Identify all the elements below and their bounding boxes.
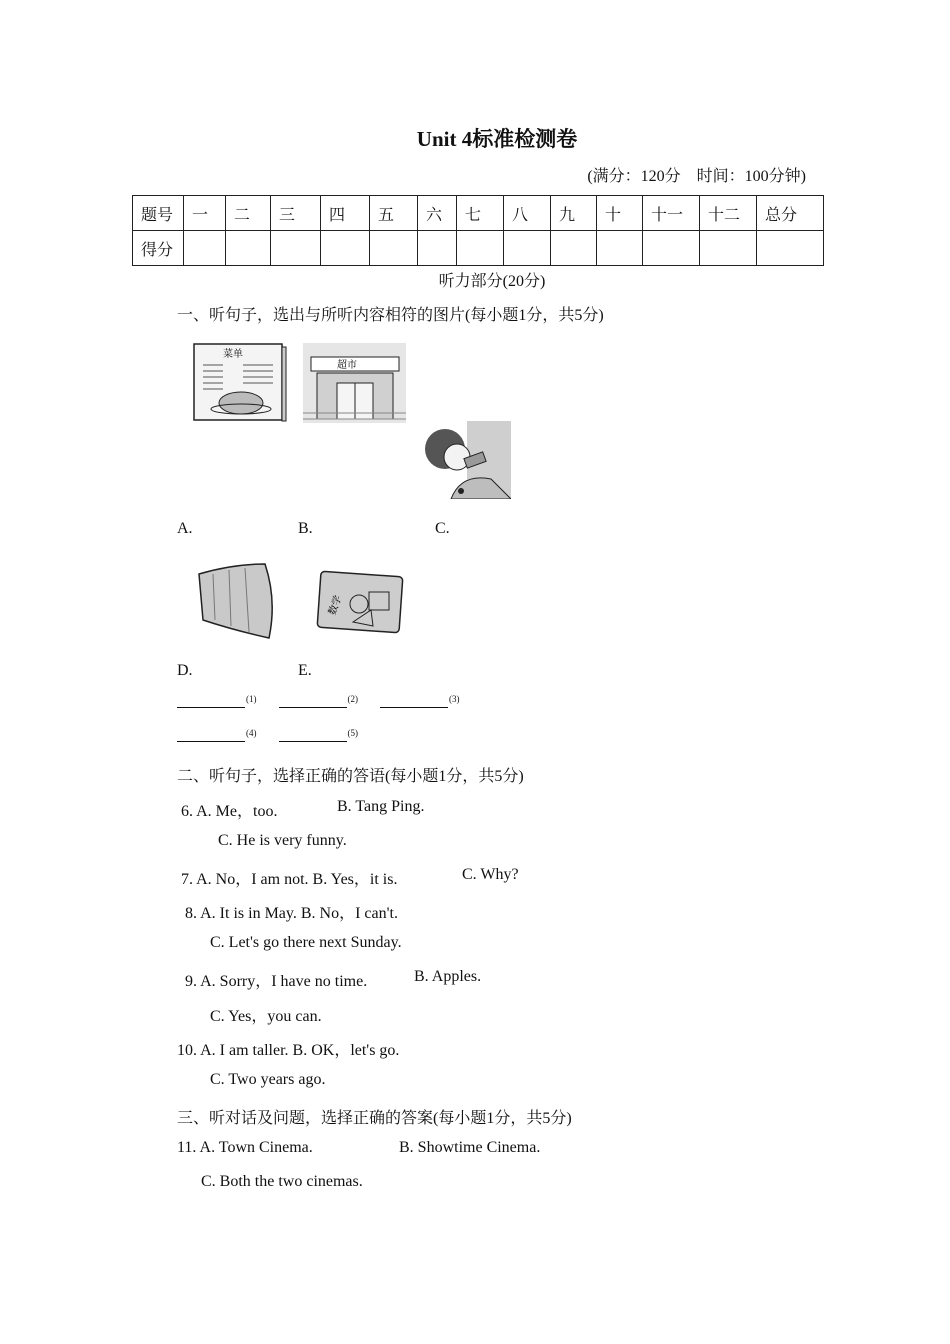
math-book-picture [315,570,407,636]
score-cell[interactable] [418,231,457,266]
option-label-b: B. [298,520,313,537]
header-cell: 十二 [700,196,757,231]
blank-number: (4) [246,727,257,738]
q9-option-c: C. Yes，you can. [210,1008,322,1025]
q6-option-b: B. Tang Ping. [337,798,425,815]
option-label-e: E. [298,662,312,679]
skirt-picture [193,560,283,642]
page-title: Unit 4标准检测卷 [416,127,578,151]
score-cell[interactable] [643,231,700,266]
score-cell[interactable] [271,231,321,266]
header-cell: 三 [271,196,321,231]
header-cell: 七 [457,196,504,231]
blank-number: (1) [246,693,257,704]
q8-option-c: C. Let's go there next Sunday. [210,934,402,951]
section2-heading: 二、听句子，选择正确的答语(每小题1分，共5分) [177,768,524,785]
q8-options-ab: 8. A. It is in May. B. No，I can't. [185,905,398,922]
option-label-d: D. [177,662,193,679]
header-cell: 二 [226,196,271,231]
menu-picture [193,343,288,423]
answer-blank[interactable] [177,727,245,742]
q7-option-c: C. Why? [462,866,519,883]
answer-blank[interactable] [279,727,347,742]
score-cell[interactable] [551,231,597,266]
score-cell[interactable] [757,231,824,266]
score-cell[interactable] [321,231,370,266]
score-cell[interactable] [597,231,643,266]
header-cell: 十 [597,196,643,231]
blank-number: (2) [347,693,358,704]
score-row-label: 得分 [133,231,184,266]
score-cell[interactable] [457,231,504,266]
answer-blank[interactable] [177,693,245,708]
header-cell: 四 [321,196,370,231]
listening-section-note: 听力部分(20分) [438,273,546,290]
header-cell: 六 [418,196,457,231]
score-table-score-row [133,231,824,266]
answer-blank[interactable] [279,693,347,708]
math-book-title: 数学 [327,594,345,617]
supermarket-picture [303,343,406,423]
blank-number: (5) [347,727,358,738]
header-cell: 题号 [133,196,184,231]
header-cell: 总分 [757,196,824,231]
menu-title: 菜单 [223,349,243,360]
q11-option-c: C. Both the two cinemas. [201,1173,363,1190]
header-cell: 一 [184,196,226,231]
header-cell: 八 [504,196,551,231]
exam-meta: (满分：120分 时间：100分钟) [587,168,806,185]
q6-option-c: C. He is very funny. [218,832,347,849]
q7-options-ab: 7. A. No，I am not. B. Yes，it is. [181,871,398,888]
section3-heading: 三、听对话及问题，选择正确的答案(每小题1分，共5分) [177,1110,572,1127]
header-cell: 九 [551,196,597,231]
answer-blank[interactable] [380,693,448,708]
score-table-header-row [133,196,824,231]
girl-phone-picture [421,421,511,499]
q11-option-b: B. Showtime Cinema. [399,1139,541,1156]
option-label-c: C. [435,520,450,537]
section1-heading: 一、听句子，选出与所听内容相符的图片(每小题1分，共5分) [177,307,604,324]
answer-blank-row-1 [177,693,460,713]
blank-number: (3) [449,693,460,704]
q9-option-b: B. Apples. [414,968,482,985]
score-cell[interactable] [504,231,551,266]
q11-option-a: 11. A. Town Cinema. [177,1139,313,1156]
q9-option-a: 9. A. Sorry，I have no time. [185,973,368,990]
header-cell: 十一 [643,196,700,231]
q6-option-a: 6. A. Me，too. [181,803,278,820]
score-cell[interactable] [226,231,271,266]
q10-options-ab: 10. A. I am taller. B. OK，let's go. [177,1042,400,1059]
q10-option-c: C. Two years ago. [210,1071,326,1088]
score-cell[interactable] [700,231,757,266]
score-cell[interactable] [184,231,226,266]
option-label-a: A. [177,520,193,537]
header-cell: 五 [370,196,418,231]
score-cell[interactable] [370,231,418,266]
score-table [132,195,824,266]
supermarket-sign: 超市 [337,360,357,371]
answer-blank-row-2 [177,727,358,747]
